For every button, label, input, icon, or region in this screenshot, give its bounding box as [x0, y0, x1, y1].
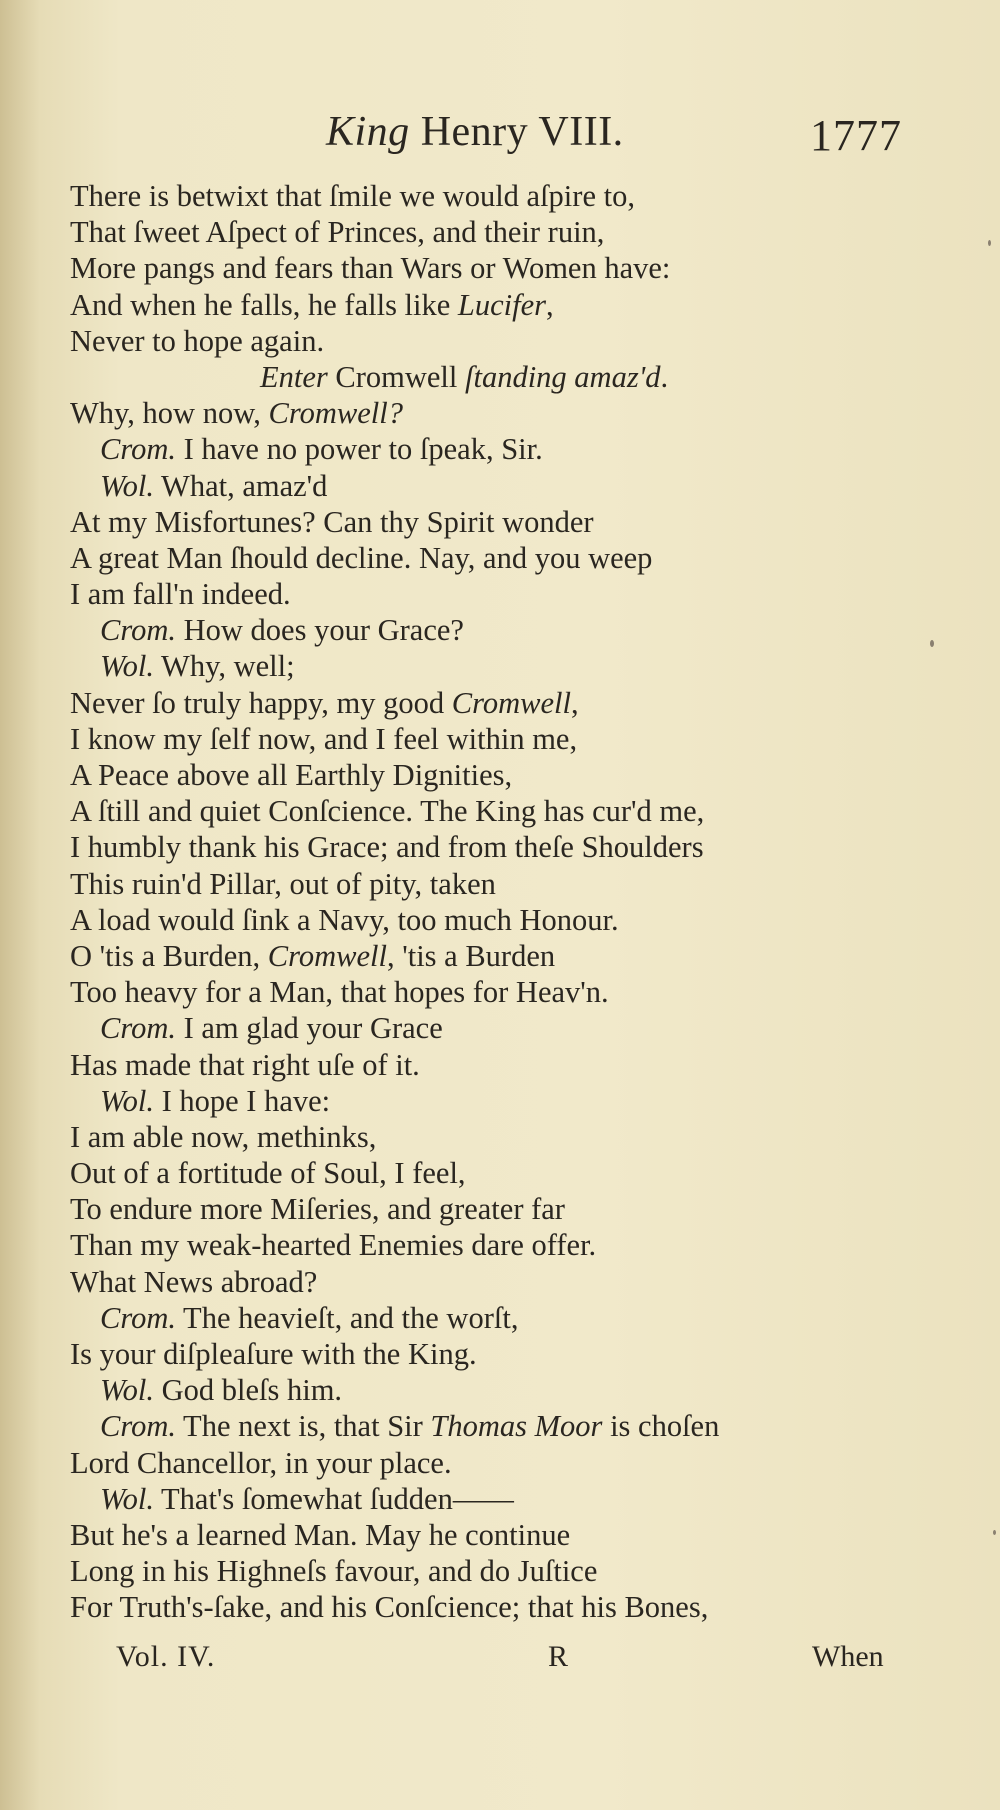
- speech-line: [70, 1300, 830, 1336]
- italic-name: Cromwell: [451, 685, 571, 720]
- line-text: I am able now, methinks,: [70, 1119, 377, 1154]
- paper-speck: [988, 240, 991, 246]
- line-text: To endure more Miſeries, and greater far: [70, 1192, 565, 1227]
- line-text: I know my ſelf now, and I feel within me,: [70, 721, 578, 756]
- line-text: Is your diſpleaſure with the King.: [70, 1337, 477, 1371]
- line-text: A great Man ſhould decline. Nay, and you weep: [70, 540, 653, 575]
- line-text: Than my weak-hearted Enemies dare offer.: [70, 1228, 597, 1263]
- verse-text: [70, 178, 830, 1626]
- verse-line: [70, 1336, 830, 1372]
- verse-line: [70, 214, 830, 250]
- line-text: Why, how now,: [70, 396, 269, 431]
- line-text: What News abroad?: [70, 1264, 318, 1299]
- verse-line: [70, 1227, 830, 1263]
- speaker-name: Wol.: [100, 1083, 154, 1118]
- line-text: A Peace above all Earthly Dignities,: [70, 758, 513, 792]
- verse-line: [70, 1264, 830, 1300]
- line-text: I have no power to ſpeak, Sir.: [175, 432, 543, 467]
- line-text: What, amaz'd: [153, 468, 328, 503]
- line-text-after: is choſen: [602, 1409, 720, 1444]
- verse-line: [70, 793, 830, 829]
- verse-line: [70, 323, 830, 359]
- speaker-name: Crom.: [100, 432, 176, 467]
- verse-line: [70, 721, 830, 757]
- verse-line: [70, 1517, 830, 1553]
- paper-speck: [930, 640, 934, 647]
- speaker-name: Wol.: [100, 649, 154, 684]
- line-text: Cromwell: [327, 359, 466, 394]
- line-text-after: , 'tis a Burden: [386, 938, 556, 973]
- stage-italic: Enter: [260, 359, 328, 394]
- speaker-name: Wol.: [100, 468, 154, 503]
- verse-line: [70, 504, 830, 540]
- line-text: There is betwixt that ſmile we would aſpire to,: [70, 179, 635, 213]
- line-text: A load would ſink a Navy, too much Honour.: [70, 902, 619, 937]
- verse-line: [70, 287, 830, 323]
- verse-line: [70, 938, 830, 974]
- speech-line: [70, 648, 830, 684]
- verse-line: [70, 250, 830, 286]
- line-text: Out of a fortitude of Soul, I feel,: [70, 1156, 466, 1191]
- line-text: I am glad your Grace: [175, 1011, 443, 1046]
- paper-speck: [993, 1530, 996, 1535]
- speech-line: [70, 612, 830, 648]
- stage-direction: [70, 359, 830, 395]
- verse-line: [70, 1119, 830, 1155]
- line-text: Has made that right uſe of it.: [70, 1047, 420, 1082]
- speaker-name: Crom.: [100, 613, 176, 648]
- speech-line: [70, 431, 830, 467]
- line-text: How does your Grace?: [175, 613, 464, 648]
- line-text: I humbly thank his Grace; and from theſe Shoulders: [70, 830, 704, 865]
- line-text: And when he falls, he falls like: [70, 287, 458, 322]
- verse-line: [70, 1589, 830, 1625]
- verse-line: [70, 757, 830, 793]
- verse-line: [70, 1445, 830, 1481]
- line-text: Long in his Highneſs favour, and do Juſtice: [70, 1554, 598, 1589]
- line-text: Lord Chancellor, in your place.: [70, 1445, 452, 1480]
- verse-line: [70, 395, 830, 431]
- verse-line: [70, 576, 830, 612]
- line-text: At my Misfortunes? Can thy Spirit wonder: [70, 504, 594, 539]
- page-number: 1777: [810, 111, 902, 160]
- verse-line: [70, 974, 830, 1010]
- line-text-after: .: [660, 359, 669, 394]
- line-text: For Truth's-ſake, and his Conſcience; that his Bones,: [70, 1590, 709, 1625]
- volume-signature: Vol. IV.: [116, 1640, 216, 1673]
- verse-line: [70, 1155, 830, 1191]
- line-text-after: ,: [546, 287, 554, 322]
- line-text: A ſtill and quiet Conſcience. The King has cur'd me,: [70, 794, 705, 829]
- speech-line: [70, 1372, 830, 1408]
- speech-line: [70, 1408, 830, 1444]
- line-text: Never to hope again.: [70, 323, 325, 358]
- line-text: The heavieſt, and the worſt,: [175, 1300, 519, 1335]
- verse-line: [70, 685, 830, 721]
- page-footer: [0, 1640, 1000, 1690]
- italic-name: Lucifer: [457, 287, 547, 322]
- italic-name: Thomas Moor: [430, 1409, 603, 1444]
- line-text: I hope I have:: [153, 1083, 331, 1118]
- line-text: More pangs and fears than Wars or Women have:: [70, 251, 671, 286]
- verse-line: [70, 1047, 830, 1083]
- verse-line: [70, 540, 830, 576]
- speech-line: [70, 1083, 830, 1119]
- line-text: God bleſs him.: [153, 1373, 343, 1408]
- speaker-name: Crom.: [100, 1300, 176, 1335]
- line-text: But he's a learned Man. May he continue: [70, 1517, 571, 1552]
- speaker-name: Crom.: [100, 1409, 176, 1444]
- italic-name: ſtanding amaz'd: [465, 359, 661, 394]
- verse-line: [70, 866, 830, 902]
- running-title-king: King: [326, 109, 410, 155]
- speaker-name: Wol.: [100, 1481, 154, 1516]
- speech-line: [70, 1481, 830, 1517]
- verse-line: [70, 829, 830, 865]
- italic-name: Cromwell: [267, 938, 387, 973]
- line-text: Never ſo truly happy, my good: [70, 685, 452, 720]
- speaker-name: Crom.: [100, 1011, 176, 1046]
- signature-mark: R: [548, 1640, 569, 1673]
- line-text: Too heavy for a Man, that hopes for Heav'n.: [70, 975, 609, 1010]
- catchword: When: [812, 1640, 884, 1673]
- verse-line: [70, 1553, 830, 1589]
- verse-line: [70, 902, 830, 938]
- line-text: That's ſomewhat ſudden——: [153, 1481, 514, 1516]
- verse-line: [70, 1191, 830, 1227]
- line-text: This ruin'd Pillar, out of pity, taken: [70, 866, 496, 901]
- running-title: [326, 108, 624, 156]
- speech-line: [70, 1010, 830, 1046]
- running-head: [0, 108, 1000, 168]
- verse-line: [70, 178, 830, 214]
- italic-name: Cromwell?: [268, 396, 403, 431]
- line-text: The next is, that Sir: [175, 1409, 431, 1444]
- speech-line: [70, 468, 830, 504]
- line-text: Why, well;: [153, 649, 295, 684]
- line-text: That ſweet Aſpect of Princes, and their ruin,: [70, 215, 605, 250]
- speaker-name: Wol.: [100, 1373, 154, 1408]
- line-text: O 'tis a Burden,: [70, 938, 268, 973]
- running-title-rest: Henry VIII.: [409, 109, 624, 155]
- line-text-after: ,: [570, 685, 579, 720]
- line-text: I am fall'n indeed.: [70, 577, 291, 612]
